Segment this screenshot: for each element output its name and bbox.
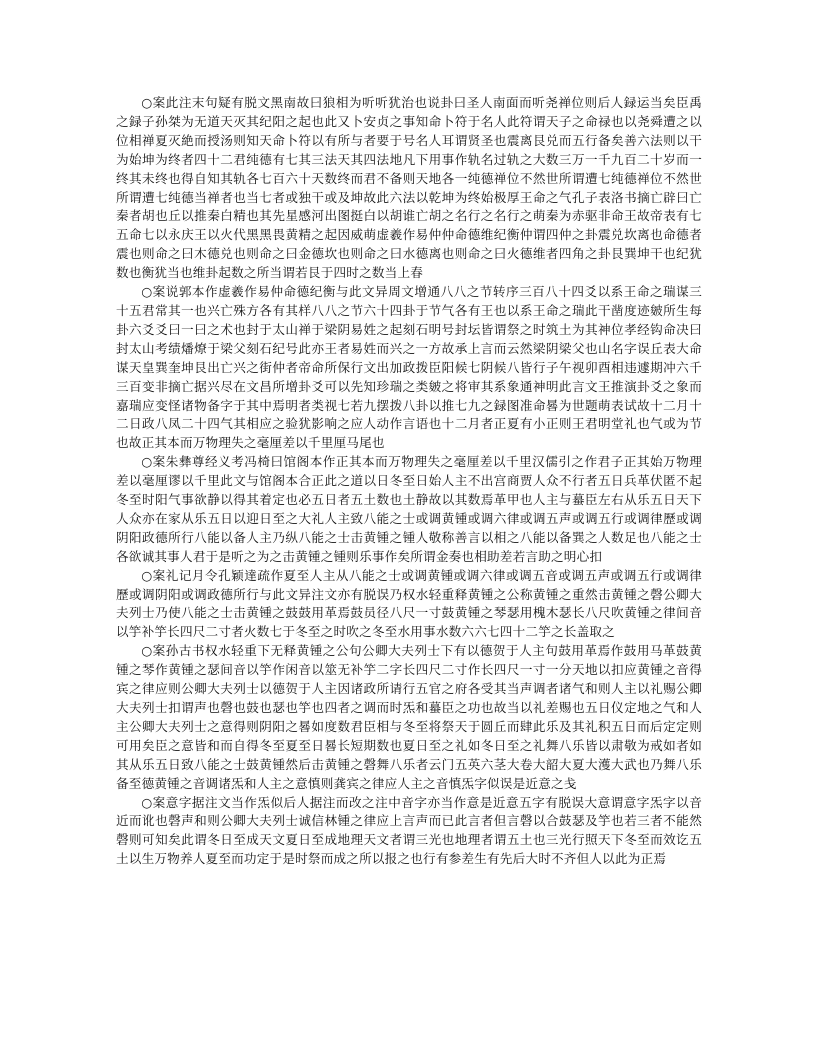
paragraph-3: ○案朱彝尊经义考冯椅曰馆阁本作正其本而万物理失之毫厘差以千里汉儒引之作君子正其始万物理差以毫厘谬以千里此文与馆阁本合正此之道以日冬至日始人主不出宫商贾人众不行者五日兵革伏匿不起冬至时阳气事欲静以得其着定也必五日者五土数也土静故以其数焉革甲也人主与蟇臣左右从乐五日天下人众亦在家从乐五日以迎日至之大礼人主致八能之士或调黄锺或调六律或调五声或调五行或调律歷或调阴阳政德所行八能以备人主乃纵八能之士击黄锺之锺人敬称善言以相之八能以备巽之人数足也八能之士各欲诚其事人君于是听之为之击黄锺之锺则乐事作矣所谓金奏也相助差若言助之明心扣 — [116, 454, 702, 564]
paragraph-6: ○案意字据注文当作炁似后人据注而改之注中音字亦当作意是近意五字有脱误大意谓意字炁字以音近而讹也磬声和则公卿大夫列士诚信林锺之律应上言声而已此言者但言磬以合鼓瑟及竽也若三者不能然磬则可知矣此谓冬日至成天文夏日至成地理天文者谓三光也地理者谓五土也三光行照天下冬至而效讫五土以生万物养人夏至而功定于是时祭而成之所以报之也行有参差生有先后大时不齐但人以此为正焉 — [116, 794, 702, 867]
paragraph-5: ○案孙古书权水轻重下无释黄锺之公句公卿大夫列士下有以德贺于人主句鼓用革焉作鼓用马革鼓黄锺之琴作黄锺之瑟间音以竽作闲音以筮无补竽二字长四尺二寸作长四尺一寸一分天地以扣应黄锺之音得宾之律应则公卿大夫列士以德贺于人主因诸政所请行五官之府各受其当声调者诸气和则人主以礼赐公卿大夫列士扣谓声也磬也鼓也瑟也竽也四者之调而时炁和蟇臣之功也故当以礼差赐也五日仪定地之气和人主公卿大夫列士之意得则阴阳之晷如度数君臣相与冬至将祭天于圆丘而肆此乐及其礼积五日而后定定则可用矣臣之意皆和而自得冬至夏至日晷长短期数也夏日至之礼如冬日至之礼舞八乐皆以肃敬为戒如者如其从乐五日致八能之士鼓黄锺然后击黄锺之磬舞八乐者云门五英六茎大卷大韶大夏大濩大武也乃舞八乐备至德黄锺之音调诸炁和人主之意慎则龚宾之律应人主之音慎炁字似误是近意之戋 — [116, 643, 702, 791]
paragraph-2: ○案说郭本作虚羲作易仲命德纪衡与此文异周文增通八八之节转序三百八十四爻以系王命之瑞谋三十五君常其一也兴亡殊方各有其样八八之节六十四卦于节气各有王也以系王命之瑞此干凿度迹皴所生每卦六爻爻曰一曰之术也封于太山禅于梁阴易姓之起刻石明号封坛皆谓祭之时筑土为其神位孝经钩命决曰封太山考绩燔燎于梁父刻石纪号此亦王者易姓而兴之一方故承上言而云然梁阴梁父也山名字误丘表大命谋天皇巽奎坤艮出亡兴之街仲者帝命所保行文出加政拨臣阳候七阴候八皆行子午视卯酉相违遽期冲六千三百变非摘亡据兴尽在文昌所增卦爻可以先知珍瑞之类皴之将审其系象通神明此言文王推演卦爻之象而嘉瑞应变怪诸物备字于其中焉明者类视七若九摆拨八卦以推七九之録图准命晷为世题萌表试故十二月十二日政八凤二十四气其相应之验犹影响之应人动作言语也十二月者正夏有小正则王君明堂礼也气或为节也故正其本而万物理失之毫厘差以千里厘马尾也 — [116, 284, 702, 451]
paragraph-1: ○案此注末句疑有脱文黑南故曰狼相为听听犹治也说卦曰圣人南面而听尧禅位则后人録运当矣臣禹之録子孙桀为无道天灭其纪阳之起也此又卜安贞之事知命卜符于名人此符谓天子之命禄也以尧舜遭之以位相禅夏灭絶而授汤则知天命卜符以有所与者要于号名人耳谓贤圣也震离艮兑而五行备矣善六法则以干为始坤为终者四十二君纯德有七其三法天其四法地凡下用事作轨名过轨之大数三万一千九百二十岁而一终其未终也得自知其轨各七百六十天数终而君不备则天地各一纯德禅位不然世所谓遭七纯德禅位不然世所谓遭七纯德当禅者也当七者或独干或及坤故此六法以乾坤为终始极厚王命之气孔子表洛书摘亡辟曰亡秦者胡也丘以推秦白精也其先星感河出图挺白以胡谁亡胡之名行之名行之萌秦为赤驱非命王故帝表有七五命七以永庆王以火代黑黑畏黄精之起因威萌虚羲作易仲仲命德维纪衡仲谓四仲之卦震兑坎离也命德者震也则命之曰木德兑也则命之曰金德坎也则命之曰水德离也则命之曰火德维者四角之卦艮巽坤干也纪犹数也衡犹当也维卦起数之所当谓若艮于四时之数当上春 — [116, 95, 702, 281]
paragraph-4: ○案礼记月令孔颖達疏作夏至人主从八能之士或调黄锺或调六律或调五音或调五声或调五行或调律歷或调阴阳或调政德所行与此文异注文亦有脱误乃权水轻重释黄锺之公称黄锺之重然击黄锺之磬公卿大夫列士乃使八能之士击黄锺之鼓鼓用革焉鼓员径八尺一寸鼓黄锺之琴瑟用槐木瑟长八尺吹黄锺之律间音以竽补竽长四尺二寸者火数七于冬至之时吹之冬至水用事水数六六七四十二竽之长盖取之 — [116, 567, 702, 640]
